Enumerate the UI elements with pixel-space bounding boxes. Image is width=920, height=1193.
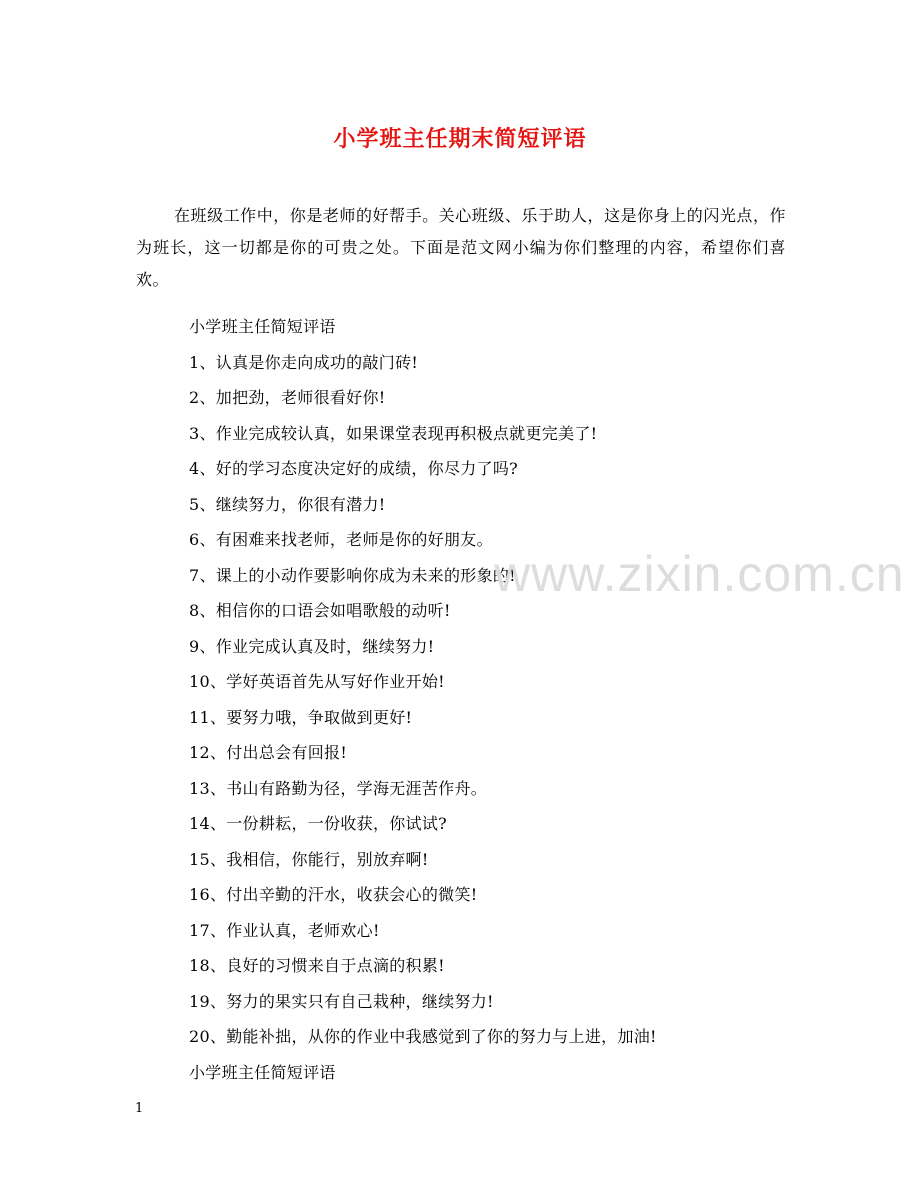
list-item: 17、作业认真，老师欢心! [189, 920, 380, 940]
page-title: 小学班主任期末简短评语 [333, 126, 587, 152]
list-item: 10、学好英语首先从写好作业开始! [189, 672, 445, 691]
list-item: 5、继续努力，你很有潜力! [189, 494, 386, 514]
list-item: 7、课上的小动作要影响你成为未来的形象的! [189, 565, 516, 585]
list-item: 4、好的学习态度决定好的成绩，你尽力了吗? [189, 459, 519, 478]
section-heading: 小学班主任简短评语 [189, 1062, 336, 1082]
list-item: 9、作业完成认真及时，继续努力! [189, 636, 435, 656]
list-item: 14、一份耕耘，一份收获，你试试? [189, 814, 448, 833]
list-item: 13、书山有路勤为径，学海无涯苦作舟。 [189, 778, 488, 798]
list-item: 3、作业完成较认真，如果课堂表现再积极点就更完美了! [189, 423, 598, 443]
list-item: 11、要努力哦，争取做到更好! [189, 707, 413, 727]
page-number: 1 [135, 1101, 144, 1116]
list-item: 12、付出总会有回报! [189, 743, 348, 762]
list-item: 6、有困难来找老师，老师是你的好朋友。 [189, 530, 493, 549]
list-item: 19、努力的果实只有自己栽种，继续努力! [189, 991, 494, 1011]
list-item: 18、良好的习惯来自于点滴的积累! [189, 956, 445, 975]
comment-list [189, 309, 829, 1090]
list-item: 8、相信你的口语会如唱歌般的动听! [189, 601, 451, 620]
list-item: 16、付出辛勤的汗水，收获会心的微笑! [189, 885, 478, 904]
list-item: 2、加把劲，老师很看好你! [189, 388, 386, 407]
section-heading: 小学班主任简短评语 [189, 317, 336, 336]
intro-paragraph: 在班级工作中，你是老师的好帮手。关心班级、乐于助人，这是你身上的闪光点，作为班长，这一切都是你的可贵之处。下面是范文网小编为你们整理的内容，希望你们喜欢。 [136, 206, 786, 289]
list-item: 1、认真是你走向成功的敲门砖! [189, 352, 419, 372]
watermark: www.zixin.com.cn [494, 546, 905, 602]
list-item: 15、我相信，你能行，别放弃啊! [189, 849, 429, 869]
list-item: 20、勤能补拙，从你的作业中我感觉到了你的努力与上进，加油! [189, 1027, 657, 1046]
